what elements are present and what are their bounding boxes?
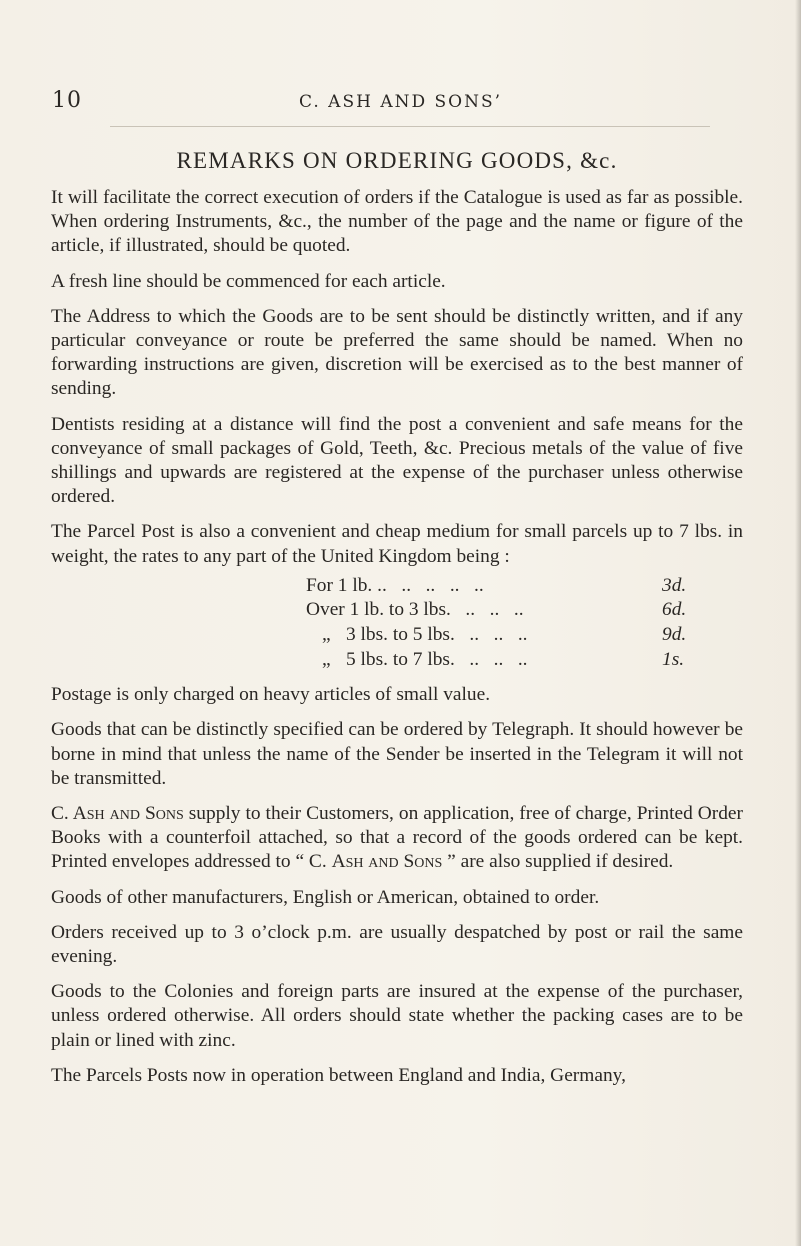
running-head [0,88,801,118]
paragraph-dentists: Dentists residing at a distance will find the post a convenient and safe means for the conveyance of small packages of Gold, Teeth, &c. Precious metals of the value of five shillings and upwards are registered at the expense of the purchaser unless otherwise ordered. [51,413,743,508]
rate-row [306,574,696,599]
paragraph-other-manufacturers: Goods of other manufacturers, English or American, obtained to order. [51,886,600,908]
running-title: C. ASH AND SONS’ [298,92,503,112]
rate-row [306,648,696,673]
page-number: 10 [52,88,82,113]
page-edge-shadow [795,0,801,1246]
rate-price: 3d. [662,574,687,596]
section-heading: REMARKS ON ORDERING GOODS, &c. [176,148,618,173]
paragraph-parcel-post: The Parcel Post is also a convenient and cheap medium for small parcels up to 7 lbs. in weight, the rates to any part of the United Kingdom being : [51,521,743,567]
rate-price: 6d. [662,599,687,621]
paragraph-order-books: C. Ash and Sons supply to their Customers, on application, free of charge, Printed Order Books with a counterfoil attached, so that a record of the goods ordered can be kept. Printed envelopes addressed to “ C. Ash and Sons ” are also supplied if desired. [51,803,743,873]
paragraph-catalogue: It will facilitate the correct execution of orders if the Catalogue is used as far as possible. When ordering Instruments, &c., the number of the page and the name or figure of the article, if illustrated, should be quoted. [51,187,743,257]
rate-price: 9d. [662,624,687,646]
body-text [51,148,743,1099]
firm-name: Ash and Sons [331,851,443,873]
postage-rates-table [51,574,743,672]
paragraph-postage: Postage is only charged on heavy articles of small value. [51,684,491,706]
paragraph-telegraph: Goods that can be distinctly specified can be ordered by Telegraph. It should however be borne in mind that unless the name of the Sender be inserted in the Telegram it will not be transmitted. [51,719,743,789]
paragraph-despatch: Orders received up to 3 o’clock p.m. are usually despatched by post or rail the same evening. [51,921,743,968]
rate-weight: For 1 lb. .. .. .. .. .. [306,574,484,596]
header-rule [110,126,710,127]
rate-weight: 5 lbs. to 7 lbs. .. .. .. [346,648,528,670]
firm-name: C. Ash and Sons [51,803,184,825]
rate-weight: 3 lbs. to 5 lbs. .. .. .. [346,624,528,646]
paragraph-parcels-posts: The Parcels Posts now in operation between England and India, Germany, [51,1064,626,1086]
rate-weight: Over 1 lb. to 3 lbs. .. .. .. [306,599,524,621]
rate-price: 1s. [662,648,685,670]
ditto-mark: „ [322,648,331,670]
rate-row [306,623,696,648]
paragraph-fresh-line: A fresh line should be commenced for each article. [51,270,446,292]
paragraph-address: The Address to which the Goods are to be sent should be distinctly written, and if any particular conveyance or route be preferred the same should be named. When no forwarding instructions are given, discretion will be exercised as to the best manner of sending. [51,305,743,400]
ditto-mark: „ [322,624,331,646]
rate-row [306,598,696,623]
paragraph-colonies: Goods to the Colonies and foreign parts are insured at the expense of the purchaser, unless ordered otherwise. All orders should state whether the packing cases are to be plain or lined with zinc. [51,981,743,1051]
